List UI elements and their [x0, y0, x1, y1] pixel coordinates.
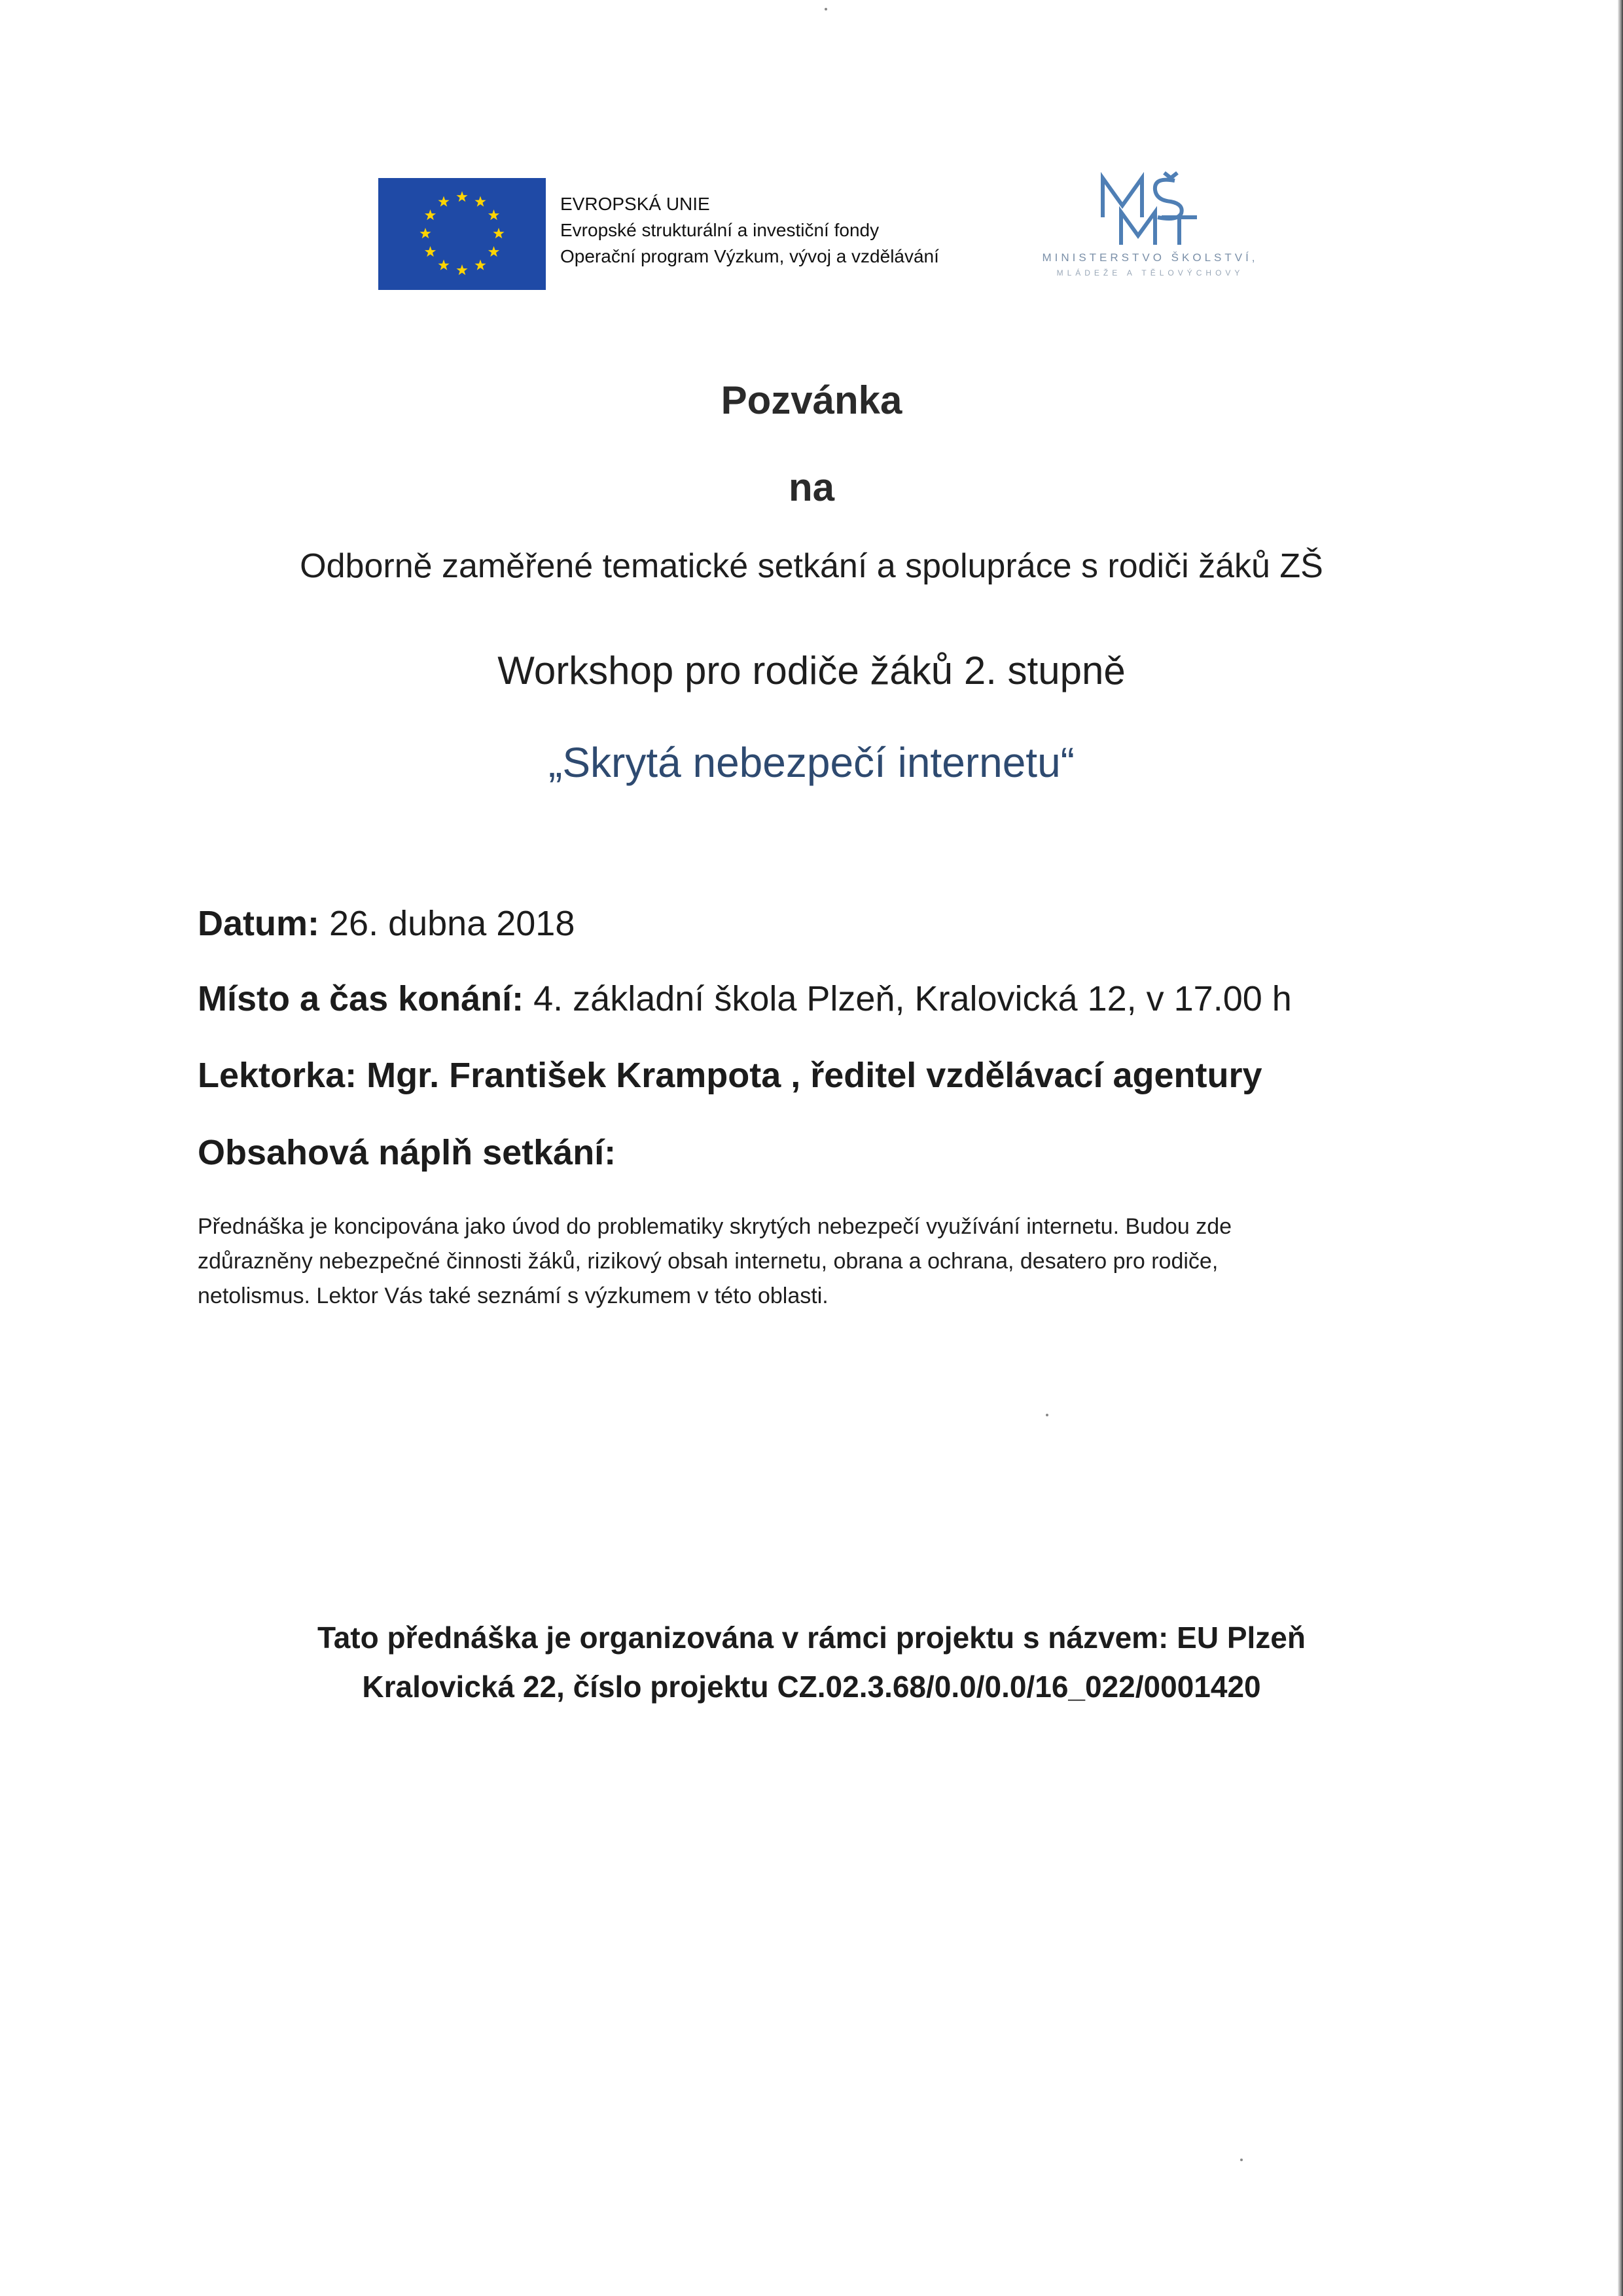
eu-text — [560, 191, 939, 270]
place-row — [198, 978, 1292, 1019]
eu-star — [456, 264, 467, 275]
date-value: 26. dubna 2018 — [319, 904, 575, 943]
msmt-logo-icon — [1097, 171, 1202, 249]
date-label: Datum: — [198, 904, 319, 943]
paragraph-line: netolismus. Lektor Vás také seznámí s výzkumem v této oblasti. — [198, 1283, 829, 1308]
eu-star — [488, 209, 499, 220]
place-label: Místo a čas konání: — [198, 979, 524, 1018]
eu-star — [474, 196, 486, 207]
eu-star — [493, 228, 504, 238]
place-value: 4. základní škola Plzeň, Kralovická 12, v 17.00 h — [524, 979, 1292, 1018]
scan-speck — [1240, 2159, 1243, 2161]
content-heading: Obsahová náplň setkání: — [198, 1133, 616, 1172]
eu-funds: Evropské strukturální a investiční fondy — [560, 220, 880, 240]
title-connector: na — [788, 465, 835, 509]
eu-star — [438, 260, 449, 270]
date-row — [198, 903, 575, 944]
paragraph-line: Přednáška je koncipována jako úvod do problematiky skrytých nebezpečí využívání internetu. Budou zde — [198, 1214, 1232, 1239]
lector-row: Lektorka: Mgr. František Krampota , ředitel vzdělávací agentury — [198, 1056, 1262, 1095]
eu-star — [474, 260, 486, 270]
eu-logo-block — [378, 177, 1033, 291]
msmt-logo-block — [1037, 171, 1263, 293]
paragraph-line: zdůrazněny nebezpečné činnosti žáků, rizikový obsah internetu, obrana a ochrana, desatero pro rodiče, — [198, 1249, 1219, 1274]
eu-star — [419, 228, 431, 238]
msmt-name-line2: MLÁDEŽE A TĚLOVÝCHOVY — [1056, 268, 1244, 278]
eu-star — [488, 246, 499, 257]
project-footer — [0, 1613, 1623, 1712]
scan-speck — [825, 8, 827, 10]
footer-line1: Tato přednáška je organizována v rámci projektu s názvem: EU Plzeň — [317, 1621, 1306, 1655]
page-title: Pozvánka — [721, 378, 902, 422]
eu-star — [456, 191, 467, 202]
content-paragraph — [198, 1210, 1349, 1314]
eu-flag-icon — [378, 178, 546, 290]
eu-star — [438, 196, 449, 207]
scan-speck — [1046, 1414, 1048, 1416]
msmt-name-line1: MINISTERSTVO ŠKOLSTVÍ, — [1042, 251, 1258, 264]
eu-programme: Operační program Výzkum, vývoj a vzdělávání — [560, 246, 939, 266]
scan-edge — [1618, 0, 1623, 2296]
event-description: Odborně zaměřené tematické setkání a spolupráce s rodiči žáků ZŠ — [300, 547, 1323, 585]
eu-star — [425, 209, 436, 220]
workshop-title: Workshop pro rodiče žáků 2. stupně — [497, 649, 1126, 692]
footer-line2: Kralovická 22, číslo projektu CZ.02.3.68/0.0/0.0/16_022/0001420 — [362, 1670, 1261, 1704]
topic-title: „Skrytá nebezpečí internetu“ — [548, 739, 1075, 786]
eu-star — [425, 246, 436, 257]
eu-name: EVROPSKÁ UNIE — [560, 194, 710, 214]
